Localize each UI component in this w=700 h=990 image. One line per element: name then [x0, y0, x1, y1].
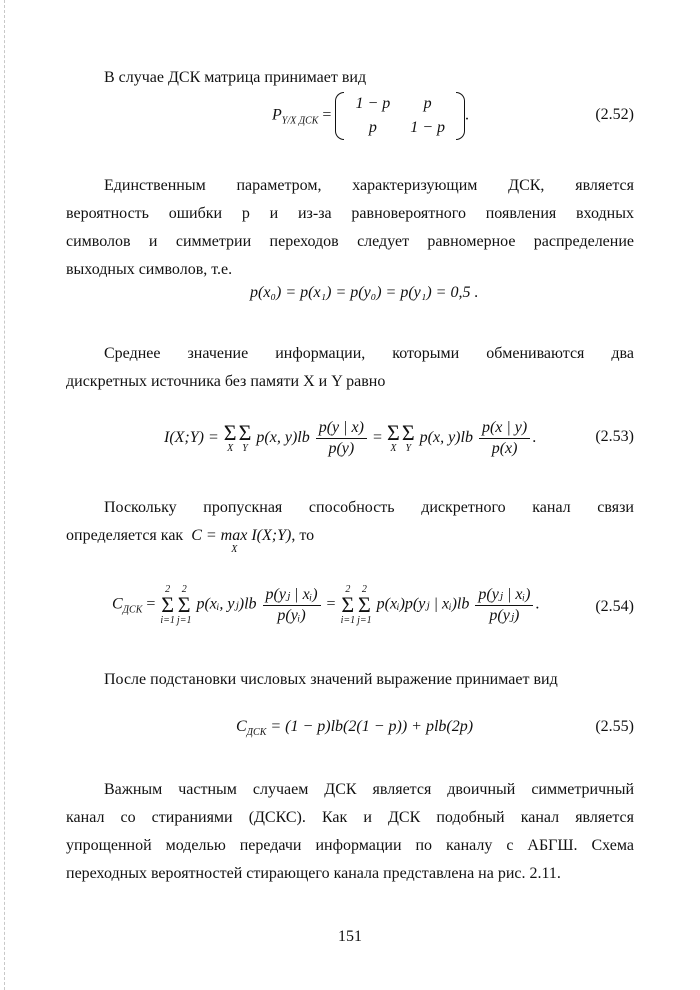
- equation-2-52: $P_{Y/X ДСК}$ = 1 − p p p 1 − p .: [272, 92, 469, 140]
- paragraph-erasure-line3: упрощенной моделью передачи информации по каналу с АБГШ. Схема: [66, 837, 634, 854]
- equation-number-2-55: (2.55): [595, 718, 634, 735]
- eq54-fraction-2: $\frac{\text{p(yⱼ | xᵢ)}}{\text{p(yⱼ)}}$: [475, 585, 533, 626]
- sum-over-y-2: Σ Y: [401, 420, 415, 454]
- matrix-cell-11: 1 − p: [355, 95, 391, 112]
- paragraph-intro-matrix: В случае ДСК матрица принимает вид: [104, 69, 367, 86]
- matrix-right-paren: [456, 92, 465, 140]
- equation-number-2-52: (2.52): [595, 106, 634, 123]
- paragraph-single-parameter-line2: вероятность ошибки p и из-за равновероятного появления входных: [66, 205, 634, 222]
- eq54-lhs: C: [112, 595, 123, 613]
- equation-number-2-54: (2.54): [595, 598, 634, 615]
- eq52-lhs-sub: Y/X ДСК: [281, 115, 319, 127]
- eq54-fraction-1: $\frac{\text{p(yⱼ | xᵢ)}}{\text{p(yᵢ)}}$: [263, 585, 321, 626]
- paragraph-capacity-line1: Поскольку пропускная способность дискретного канал связи: [104, 499, 634, 516]
- paragraph-mutual-info-line1: Среднее значение информации, которыми обмениваются два: [104, 345, 634, 362]
- paragraph-substitution: После подстановки числовых значений выражение принимает вид: [104, 671, 558, 688]
- paragraph-single-parameter-line1: Единственным параметром, характеризующим ДСК, является: [104, 177, 634, 194]
- equation-2-54: $C_{ДСК}$ = 2 Σ i=1 2 Σ j=1 p(xᵢ, yⱼ)lb $\frac{\text{p(yⱼ | xᵢ)}}{\text{p(yᵢ)}}$ = 2 Σ i=1 2 Σ j=1 p(xᵢ)p(yⱼ | xᵢ)lb $\frac{\text{p(yⱼ | xᵢ)}}{\text{p(yⱼ)}}$ .: [112, 584, 540, 626]
- matrix-cell-21: p: [368, 119, 377, 136]
- sum-j-2: 2 Σ j=1: [357, 584, 372, 626]
- matrix-cell-22: 1 − p: [410, 119, 446, 136]
- matrix-cell-12: p: [423, 95, 432, 112]
- paragraph-erasure-line4: переходных вероятностей стирающего канала представлена на рис. 2.11.: [66, 865, 561, 882]
- sum-i: 2 Σ i=1: [160, 584, 175, 626]
- eq53-fraction-1: $\frac{p(y | x)}{p(y)}$: [316, 418, 367, 459]
- page-edge-dashed-line: [4, 0, 5, 990]
- paragraph-capacity-line2: определяется как C = max I(X;Y) X , то: [66, 522, 634, 550]
- equation-2-55: $C_{ДСК} = (1 - p)lb(2(1 - p)) + plb(2p)$: [236, 718, 474, 738]
- eq52-lhs: P: [272, 106, 282, 124]
- equation-number-2-53: (2.53): [595, 428, 634, 445]
- page-number: 151: [338, 928, 362, 945]
- capacity-formula: C = max I(X;Y) X: [191, 527, 292, 555]
- matrix-left-paren: [335, 92, 344, 140]
- sum-i-2: 2 Σ i=1: [340, 584, 356, 626]
- paragraph-mutual-info-line2: дискретных источника без памяти X и Y равно: [66, 373, 386, 390]
- equation-2-53: I(X;Y) = Σ X Σ Y p(x, y)lb $\frac{p(y | x)}{p(y)}$ = Σ X Σ Y p(x, y)lb $\frac{p(x | y)}{p(x)}$ .: [164, 419, 537, 457]
- paragraph-erasure-line1: Важным частным случаем ДСК является двоичный симметричный: [104, 781, 634, 798]
- eq53-fraction-2: $\frac{p(x | y)}{p(x)}$: [479, 418, 530, 459]
- eq53-lhs: I(X;Y) =: [164, 429, 219, 447]
- sum-over-x: Σ X: [223, 420, 237, 454]
- paragraph-single-parameter-line4: выходных символов, т.е.: [66, 261, 233, 278]
- sum-over-x-2: Σ X: [387, 420, 400, 454]
- equation-uniform-distribution: p(x₀) = p(x₁) = p(y₀) = p(y₁) = 0,5 .: [250, 284, 479, 301]
- eq52-matrix: [335, 92, 465, 140]
- sum-over-y: Σ Y: [238, 420, 252, 454]
- sum-j: 2 Σ j=1: [176, 584, 192, 626]
- eq53-term2: p(x, y)lb: [419, 429, 473, 447]
- paragraph-single-parameter-line3: символов и симметрии переходов следует равномерное распределение: [66, 233, 634, 250]
- paragraph-erasure-line2: канал со стираниями (ДСКС). Как и ДСК подобный канал является: [66, 809, 634, 826]
- eq53-term1: p(x, y)lb: [256, 429, 310, 447]
